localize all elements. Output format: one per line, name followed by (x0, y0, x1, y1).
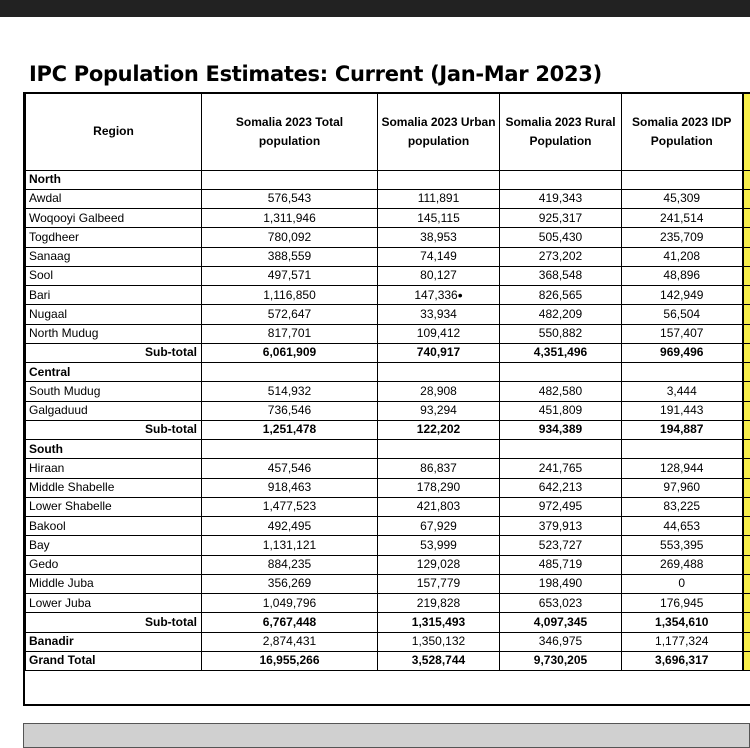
table-row (26, 382, 750, 401)
cell-idp: 48,896 (622, 266, 743, 285)
subtotal-row-north (26, 343, 750, 362)
header-row (26, 93, 750, 170)
region-name: Lower Juba (26, 594, 202, 613)
cell-urban: 122,202 (378, 420, 500, 439)
subtotal-label: Sub-total (26, 613, 202, 632)
cell-idp: 97,960 (622, 478, 743, 497)
subtotal-label: Sub-total (26, 420, 202, 439)
cell-urban: 38,953 (378, 228, 500, 247)
cell-urban-value: 147,336 (414, 287, 458, 302)
cell-idp: 0 (622, 574, 743, 593)
table-row (26, 305, 750, 324)
cell-urban: 157,779 (378, 574, 500, 593)
region-name: Bakool (26, 517, 202, 536)
region-name: Lower Shabelle (26, 497, 202, 516)
cell-idp: 176,945 (622, 594, 743, 613)
cell-total: 388,559 (202, 247, 378, 266)
subtotal-label: Sub-total (26, 343, 202, 362)
cell-rural: 273,202 (500, 247, 622, 266)
cell-rural: 925,317 (500, 209, 622, 228)
cell-idp: 142,949 (622, 286, 743, 305)
table-row (26, 497, 750, 516)
table-row (26, 574, 750, 593)
cell-idp: 3,696,317 (622, 651, 743, 670)
cell-total: 884,235 (202, 555, 378, 574)
table-row (26, 478, 750, 497)
region-name: South Mudug (26, 382, 202, 401)
cell-idp: 44,653 (622, 517, 743, 536)
grand-total-label: Grand Total (26, 651, 202, 670)
cell-idp: 56,504 (622, 305, 743, 324)
cell-total: 918,463 (202, 478, 378, 497)
cell-rural: 4,351,496 (500, 343, 622, 362)
region-name: Sool (26, 266, 202, 285)
cell-urban: 33,934 (378, 305, 500, 324)
group-row-central (26, 363, 750, 382)
cell-urban: 3,528,744 (378, 651, 500, 670)
cell-idp: 969,496 (622, 343, 743, 362)
cell-idp: 45,309 (622, 189, 743, 208)
cell-total: 1,049,796 (202, 594, 378, 613)
group-label: Central (26, 363, 202, 382)
region-name: Galgaduud (26, 401, 202, 420)
cell-total: 1,116,850 (202, 286, 378, 305)
cell-urban: 109,412 (378, 324, 500, 343)
cell-urban: 178,290 (378, 478, 500, 497)
header-region: Region (26, 93, 202, 170)
cell-idp: 41,208 (622, 247, 743, 266)
cell-idp: 128,944 (622, 459, 743, 478)
cell-rural: 972,495 (500, 497, 622, 516)
cell-rural: 241,765 (500, 459, 622, 478)
cell-rural: 653,023 (500, 594, 622, 613)
cell-urban: 53,999 (378, 536, 500, 555)
cell-urban: 111,891 (378, 189, 500, 208)
region-name: Bari (26, 286, 202, 305)
region-name: Banadir (26, 632, 202, 651)
cell-rural: 523,727 (500, 536, 622, 555)
page-title: IPC Population Estimates: Current (Jan-Mar 2023) (29, 62, 602, 86)
cell-total: 1,311,946 (202, 209, 378, 228)
cell-urban: 93,294 (378, 401, 500, 420)
header-highlight-column (743, 93, 750, 170)
cell-rural: 482,209 (500, 305, 622, 324)
cell-rural: 550,882 (500, 324, 622, 343)
table-row (26, 209, 750, 228)
table-row (26, 228, 750, 247)
cell-total: 576,543 (202, 189, 378, 208)
table-row (26, 594, 750, 613)
cell-rural: 485,719 (500, 555, 622, 574)
cell-total: 2,874,431 (202, 632, 378, 651)
region-name: Middle Shabelle (26, 478, 202, 497)
cell-total: 780,092 (202, 228, 378, 247)
region-name: Awdal (26, 189, 202, 208)
header-rural: Somalia 2023 Rural Population (500, 93, 622, 170)
region-name: Nugaal (26, 305, 202, 324)
cell-idp: 1,177,324 (622, 632, 743, 651)
cell-rural: 642,213 (500, 478, 622, 497)
cell-total: 356,269 (202, 574, 378, 593)
group-label: South (26, 440, 202, 459)
cell-rural: 505,430 (500, 228, 622, 247)
region-name: North Mudug (26, 324, 202, 343)
cell-total: 492,495 (202, 517, 378, 536)
cell-urban: 740,917 (378, 343, 500, 362)
cell-urban: 145,115 (378, 209, 500, 228)
population-table-container (23, 92, 750, 706)
table-row (26, 266, 750, 285)
cell-rural: 198,490 (500, 574, 622, 593)
region-name: Gedo (26, 555, 202, 574)
header-total: Somalia 2023 Total population (202, 93, 378, 170)
banadir-row (26, 632, 750, 651)
cell-idp: 157,407 (622, 324, 743, 343)
grand-total-row (26, 651, 750, 670)
cell-urban: 219,828 (378, 594, 500, 613)
cell-urban: 28,908 (378, 382, 500, 401)
cell-rural: 368,548 (500, 266, 622, 285)
table-row (26, 286, 750, 305)
region-name: Middle Juba (26, 574, 202, 593)
cell-rural: 4,097,345 (500, 613, 622, 632)
cell-idp: 194,887 (622, 420, 743, 439)
cell-idp: 83,225 (622, 497, 743, 516)
cell-urban: 129,028 (378, 555, 500, 574)
cell-urban: 74,149 (378, 247, 500, 266)
cell-total: 817,701 (202, 324, 378, 343)
cell-rural: 9,730,205 (500, 651, 622, 670)
region-name: Sanaag (26, 247, 202, 266)
cell-total: 1,131,121 (202, 536, 378, 555)
region-name: Hiraan (26, 459, 202, 478)
cell-total: 16,955,266 (202, 651, 378, 670)
table-row (26, 459, 750, 478)
cell-idp: 235,709 (622, 228, 743, 247)
header-idp: Somalia 2023 IDP Population (622, 93, 743, 170)
cell-total: 1,251,478 (202, 420, 378, 439)
header-urban: Somalia 2023 Urban population (378, 93, 500, 170)
subtotal-row-south (26, 613, 750, 632)
cell-rural: 346,975 (500, 632, 622, 651)
table-row (26, 189, 750, 208)
table-row (26, 555, 750, 574)
region-name: Togdheer (26, 228, 202, 247)
cell-rural: 451,809 (500, 401, 622, 420)
cell-total: 514,932 (202, 382, 378, 401)
cell-idp: 1,354,610 (622, 613, 743, 632)
region-name: Bay (26, 536, 202, 555)
cell-urban: 67,929 (378, 517, 500, 536)
group-row-south (26, 440, 750, 459)
population-table (25, 92, 750, 671)
cell-idp: 241,514 (622, 209, 743, 228)
cell-total: 6,061,909 (202, 343, 378, 362)
top-bar (0, 0, 750, 17)
cell-urban: 86,837 (378, 459, 500, 478)
cell-rural: 826,565 (500, 286, 622, 305)
subtotal-row-central (26, 420, 750, 439)
cell-idp: 3,444 (622, 382, 743, 401)
table-row (26, 324, 750, 343)
table-row (26, 247, 750, 266)
bottom-grey-panel (23, 723, 750, 748)
cell-rural: 934,389 (500, 420, 622, 439)
cell-idp: 553,395 (622, 536, 743, 555)
cell-rural: 379,913 (500, 517, 622, 536)
cell-rural: 419,343 (500, 189, 622, 208)
cell-idp: 269,488 (622, 555, 743, 574)
table-row (26, 401, 750, 420)
region-name: Woqooyi Galbeed (26, 209, 202, 228)
table-row (26, 536, 750, 555)
mouse-cursor-dot: • (457, 286, 463, 303)
cell-urban: 421,803 (378, 497, 500, 516)
cell-urban: 1,315,493 (378, 613, 500, 632)
cell-idp: 191,443 (622, 401, 743, 420)
cell-rural: 482,580 (500, 382, 622, 401)
cell-total: 457,546 (202, 459, 378, 478)
cell-urban: 80,127 (378, 266, 500, 285)
cell-urban (378, 286, 500, 305)
group-label: North (26, 170, 202, 189)
cell-total: 1,477,523 (202, 497, 378, 516)
cell-total: 6,767,448 (202, 613, 378, 632)
cell-urban: 1,350,132 (378, 632, 500, 651)
cell-total: 736,546 (202, 401, 378, 420)
table-row (26, 517, 750, 536)
group-row-north (26, 170, 750, 189)
cell-total: 572,647 (202, 305, 378, 324)
cell-total: 497,571 (202, 266, 378, 285)
